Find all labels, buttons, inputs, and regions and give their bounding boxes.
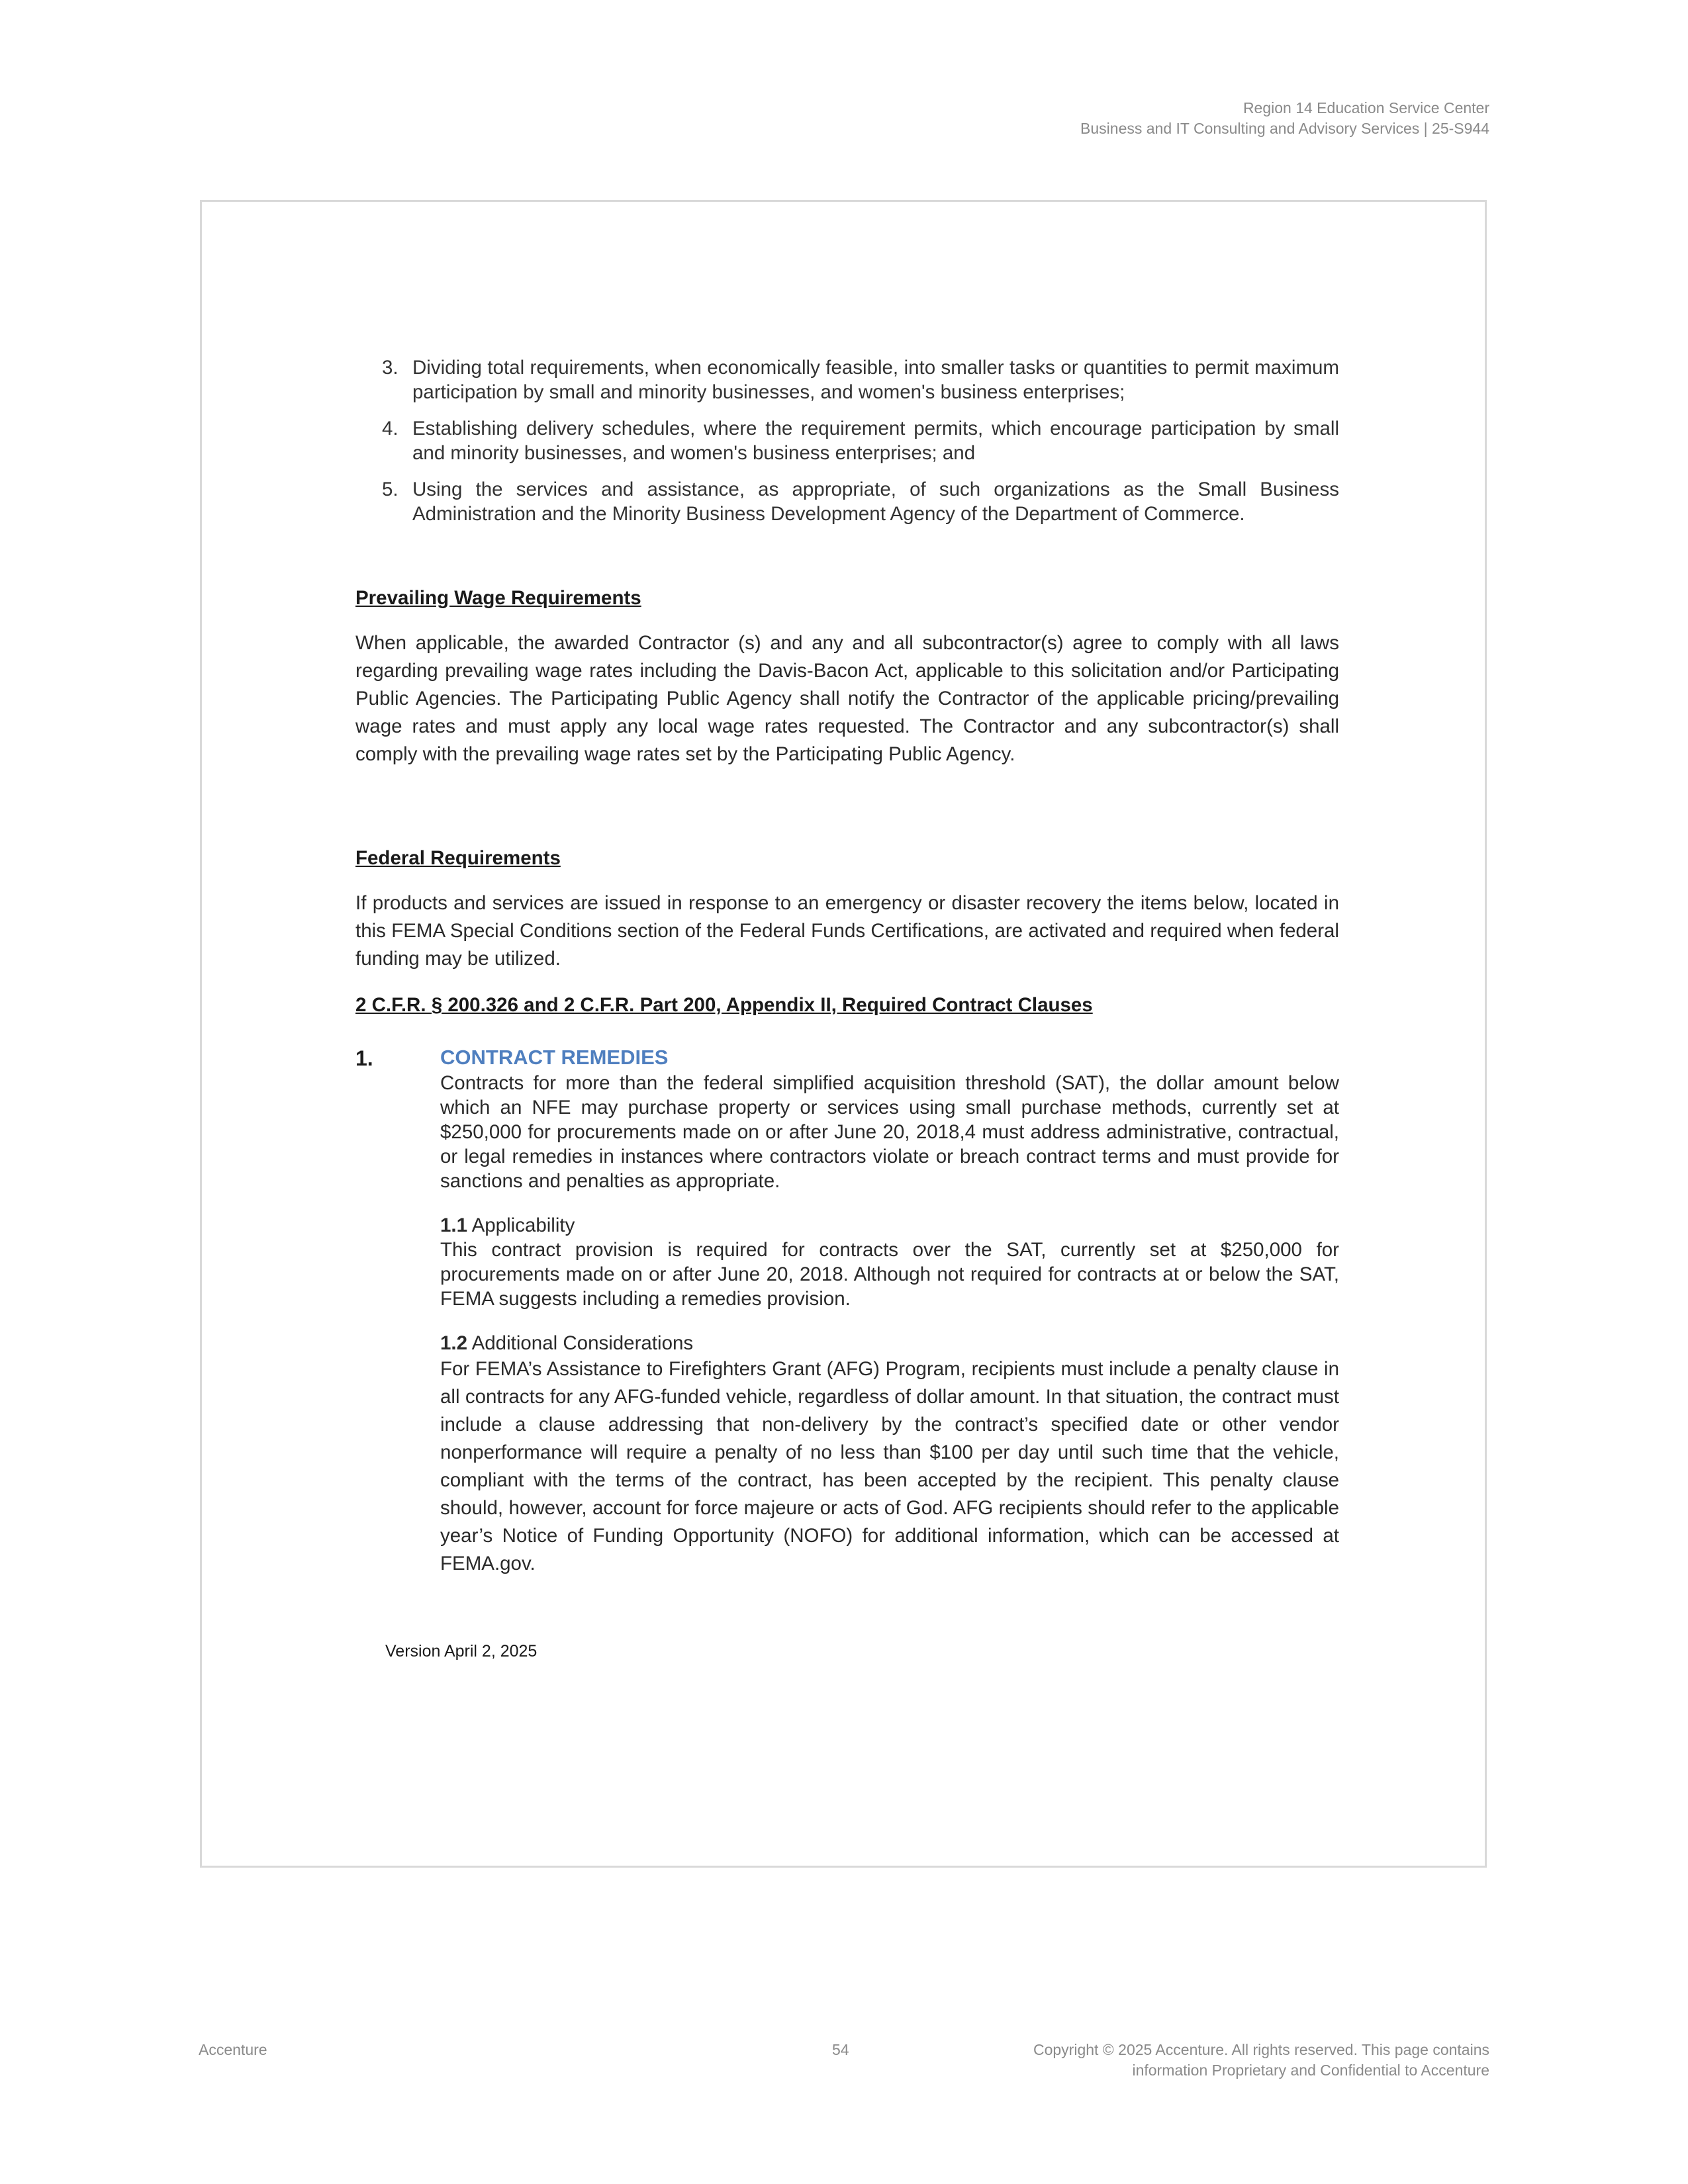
footer-copyright — [1033, 2040, 1489, 2081]
cfr-clauses-heading: 2 C.F.R. § 200.326 and 2 C.F.R. Part 200, Appendix II, Required Contract Clauses — [355, 994, 1093, 1016]
list-item-text: Dividing total requirements, when economically feasible, into smaller tasks or quantities to permit maximum participation by small and minority businesses, and women's business enterprises; — [412, 357, 1339, 403]
federal-requirements-paragraph: If products and services are issued in response to an emergency or disaster recovery the items below, located in this FEMA Special Conditions section of the Federal Funds Certifications, are activated and required when federal funding may be utilized. — [355, 892, 1339, 970]
list-item-number: 4. — [382, 418, 399, 439]
additional-considerations-title — [440, 1331, 1339, 1355]
list-item — [355, 355, 1339, 404]
applicability-title — [440, 1213, 1339, 1238]
subsection-title: Additional Considerations — [471, 1332, 694, 1354]
numbered-list — [355, 355, 1339, 526]
subsection-number: 1.1 — [440, 1214, 468, 1236]
prevailing-wage-heading: Prevailing Wage Requirements — [355, 587, 641, 609]
section-number: 1. — [355, 1046, 373, 1070]
list-item-number: 5. — [382, 478, 399, 500]
applicability-text: This contract provision is required for contracts over the SAT, currently set at $250,000 for procurements made on or after June 20, 2018. Although not required for contracts at or below the SAT, FEMA suggests including a remedies provision. — [440, 1239, 1339, 1310]
list-item-number: 3. — [382, 357, 399, 379]
footer-company: Accenture — [199, 2041, 267, 2058]
contract-remedies-text: Contracts for more than the federal simplified acquisition threshold (SAT), the dollar amount below which an NFE may purchase property or services using small purchase methods, currently set at $250,000 for procurements made on or after June 20, 2018,4 must address administrative, contractual, or legal remedies in instances where contractors violate or breach contract terms and must provide for sanctions and penalties as appropriate. — [440, 1072, 1339, 1192]
header-project: Business and IT Consulting and Advisory Services | 25-S944 — [1080, 120, 1489, 137]
page-header — [1080, 98, 1489, 139]
copyright-line-1: Copyright © 2025 Accenture. All rights reserved. This page contains — [1033, 2041, 1489, 2058]
applicability-subsection — [440, 1213, 1339, 1311]
list-item — [355, 416, 1339, 465]
federal-requirements-heading: Federal Requirements — [355, 847, 561, 869]
subsection-title: Applicability — [471, 1214, 575, 1236]
additional-considerations-text: For FEMA’s Assistance to Firefighters Grant (AFG) Program, recipients must include a penalty clause in all contracts for any AFG-funded vehicle, regardless of dollar amount. In that situation, the contract must include a clause addressing that non-delivery by the contract’s specified date or other vendor nonperformance will require a penalty of no less than $100 per day until such time that the vehicle, compliant with the terms of the contract, has been accepted by the recipient. This penalty clause should, however, account for force majeure or acts of God. AFG recipients should refer to the applicable year’s Notice of Funding Opportunity (NOFO) for additional information, which can be accessed at FEMA.gov. — [440, 1358, 1339, 1574]
list-item-text: Establishing delivery schedules, where the requirement permits, which encourage participation by small and minority businesses, and women's business enterprises; and — [412, 418, 1339, 464]
embedded-document-content — [355, 355, 1339, 1665]
additional-considerations-subsection — [440, 1331, 1339, 1578]
version-note: Version April 2, 2025 — [385, 1642, 538, 1661]
contract-remedies-title: CONTRACT REMEDIES — [440, 1046, 669, 1069]
prevailing-wage-paragraph: When applicable, the awarded Contractor (s) and any and all subcontractor(s) agree to comply with all laws regarding prevailing wage rates including the Davis-Bacon Act, applicable to this solicitation and/or Participating Public Agencies. The Participating Public Agency shall notify the Contractor of the applicable pricing/prevailing wage rates and must apply any local wage rates requested. The Contractor and any subcontractor(s) shall comply with the prevailing wage rates set by the Participating Public Agency. — [355, 632, 1339, 765]
page-number: 54 — [832, 2041, 849, 2058]
list-item-text: Using the services and assistance, as appropriate, of such organizations as the Small Business Administration and the Minority Business Development Agency of the Department of Commerce. — [412, 478, 1339, 525]
contract-remedies-section — [355, 1044, 1339, 1578]
subsection-number: 1.2 — [440, 1332, 468, 1354]
header-organization: Region 14 Education Service Center — [1243, 99, 1489, 116]
embedded-document-image — [200, 200, 1487, 1868]
copyright-line-2: information Proprietary and Confidential to Accenture — [1132, 2062, 1489, 2079]
list-item — [355, 477, 1339, 526]
